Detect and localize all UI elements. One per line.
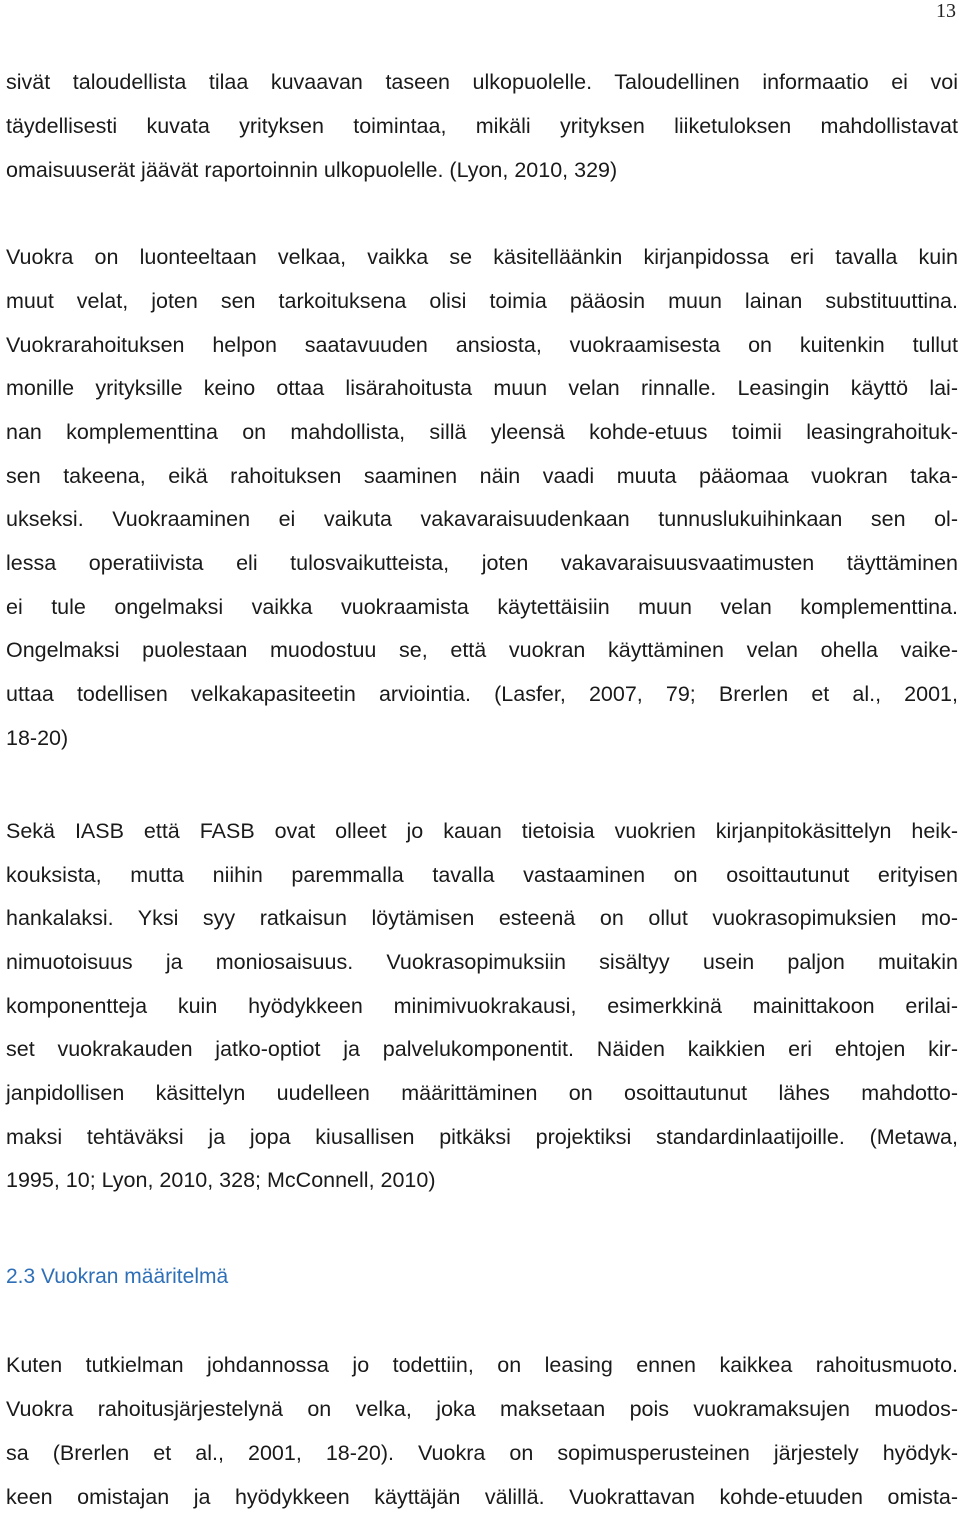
text-line: ukseksi. Vuokraaminen ei vaikuta vakavaraisuudenkaan tunnuslukuihinkaan sen ol- bbox=[6, 507, 958, 531]
text-line: sa (Brerlen et al., 2001, 18-20). Vuokra on sopimusperusteinen järjestely hyödyk- bbox=[6, 1441, 958, 1465]
text-line: muut velat, joten sen tarkoituksena olisi toimia pääosin muun lainan substituuttina. bbox=[6, 289, 958, 313]
text-line: Vuokrarahoituksen helpon saatavuuden ansiosta, vuokraamisesta on kuitenkin tullut bbox=[6, 333, 958, 357]
text-line: täydellisesti kuvata yrityksen toimintaa, mikäli yrityksen liiketuloksen mahdollistavat bbox=[6, 114, 958, 138]
text-line: set vuokrakauden jatko-optiot ja palvelukomponentit. Näiden kaikkien eri ehtojen kir- bbox=[6, 1037, 958, 1061]
text-line: keen omistajan ja hyödykkeen käyttäjän välillä. Vuokrattavan kohde-etuuden omista- bbox=[6, 1485, 958, 1509]
text-line: Ongelmaksi puolestaan muodostuu se, että vuokran käyttäminen velan ohella vaike- bbox=[6, 638, 958, 662]
text-line: janpidollisen käsittelyn uudelleen määrittäminen on osoittautunut lähes mahdotto- bbox=[6, 1081, 958, 1105]
text-line: monille yrityksille keino ottaa lisärahoitusta muun velan rinnalle. Leasingin käyttö lai- bbox=[6, 376, 958, 400]
text-line: Vuokra on luonteeltaan velkaa, vaikka se käsitelläänkin kirjanpidossa eri tavalla kuin bbox=[6, 245, 958, 269]
text-line: nimuotoisuus ja moniosaisuus. Vuokrasopimuksiin sisältyy usein paljon muitakin bbox=[6, 950, 958, 974]
text-line: 18-20) bbox=[6, 726, 69, 750]
text-line: komponentteja kuin hyödykkeen minimivuokrakausi, esimerkkinä mainittakoon erilai- bbox=[6, 994, 958, 1018]
text-line: maksi tehtäväksi ja jopa kiusallisen pitkäksi projektiksi standardinlaatijoille. (Metawa, bbox=[6, 1125, 958, 1149]
text-line: ei tule ongelmaksi vaikka vuokraamista käytettäisiin muun velan komplementtina. bbox=[6, 595, 958, 619]
text-line: Sekä IASB että FASB ovat olleet jo kauan tietoisia vuokrien kirjanpitokäsittelyn heik- bbox=[6, 819, 958, 843]
text-line: lessa operatiivista eli tulosvaikutteista, joten vakavaraisuusvaatimusten täyttäminen bbox=[6, 551, 958, 575]
text-line: kouksista, mutta niihin paremmalla tavalla vastaaminen on osoittautunut erityisen bbox=[6, 863, 958, 887]
text-line: omaisuuserät jäävät raportoinnin ulkopuolelle. (Lyon, 2010, 329) bbox=[6, 158, 618, 182]
text-line: hankalaksi. Yksi syy ratkaisun löytämisen esteenä on ollut vuokrasopimuksien mo- bbox=[6, 906, 958, 930]
text-line: Kuten tutkielman johdannossa jo todettiin, on leasing ennen kaikkea rahoitusmuoto. bbox=[6, 1353, 958, 1377]
text-line: sen takeena, eikä rahoituksen saaminen näin vaadi muuta pääomaa vuokran taka- bbox=[6, 464, 958, 488]
text-line: sivät taloudellista tilaa kuvaavan taseen ulkopuolelle. Taloudellinen informaatio ei voi bbox=[6, 70, 958, 94]
text-line: nan komplementtina on mahdollista, sillä yleensä kohde-etuus toimii leasingrahoituk- bbox=[6, 420, 958, 444]
text-line: uttaa todellisen velkakapasiteetin arviointia. (Lasfer, 2007, 79; Brerlen et al., 2001, bbox=[6, 682, 958, 706]
text-line: Vuokra rahoitusjärjestelynä on velka, joka maksetaan pois vuokramaksujen muodos- bbox=[6, 1397, 958, 1421]
section-heading: 2.3 Vuokran määritelmä bbox=[6, 1265, 229, 1288]
page-number: 13 bbox=[936, 0, 956, 22]
text-line: 1995, 10; Lyon, 2010, 328; McConnell, 2010) bbox=[6, 1168, 436, 1192]
